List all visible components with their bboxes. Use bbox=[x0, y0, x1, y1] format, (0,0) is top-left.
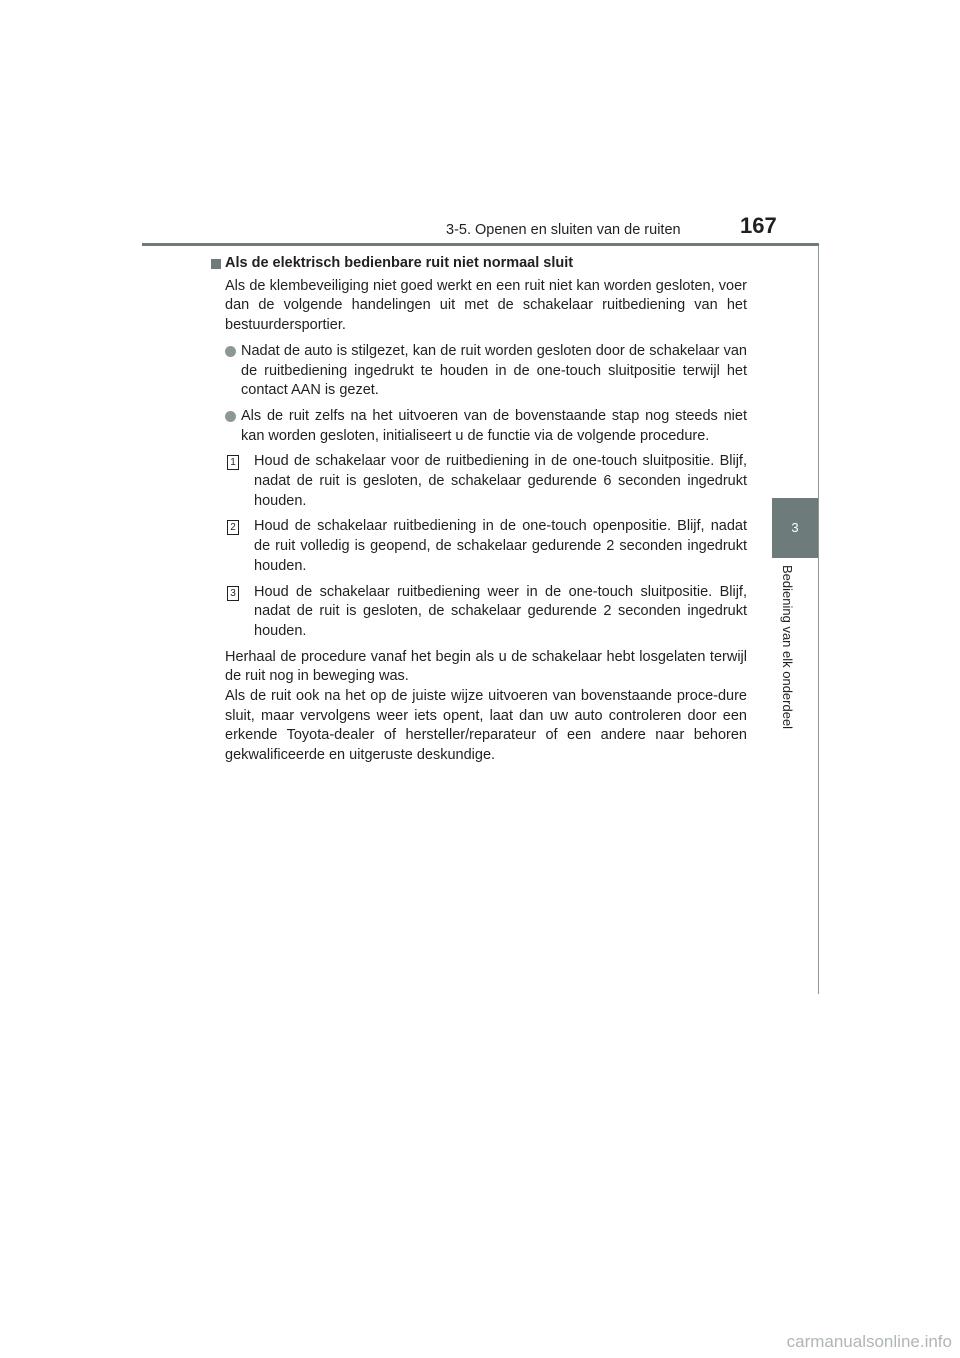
step-text: Houd de schakelaar ruitbediening in de one-touch openpositie. Blijf, nadat de ruit volledig is geopend, de schakelaar gedurende 2 seconden ingedrukt houden. bbox=[254, 518, 747, 574]
bullet-text: Nadat de auto is stilgezet, kan de ruit worden gesloten door de schakelaar van de ruitbediening ingedrukt te houden in de one-touch sluitpositie terwijl het contact AAN is gezet. bbox=[241, 342, 747, 399]
section-title: 3-5. Openen en sluiten van de ruiten bbox=[446, 222, 681, 238]
procedure-step bbox=[227, 517, 747, 576]
bullet-text: Als de ruit zelfs na het uitvoeren van de bovenstaande stap nog steeds niet kan worden gesloten, initialiseert u de functie via de volgende procedure. bbox=[241, 407, 747, 444]
procedure-step bbox=[227, 452, 747, 511]
square-bullet-icon bbox=[211, 259, 221, 269]
list-item bbox=[225, 342, 747, 401]
closing-note: Herhaal de procedure vanaf het begin als u de schakelaar hebt losgelaten terwijl de ruit nog in beweging was. bbox=[225, 648, 747, 685]
side-tab-divider bbox=[818, 246, 819, 994]
page-number: 167 bbox=[740, 213, 777, 238]
chapter-label: Bediening van elk onderdeel bbox=[780, 565, 795, 730]
header-divider bbox=[142, 243, 819, 246]
procedure-step bbox=[227, 583, 747, 642]
main-content bbox=[211, 254, 747, 766]
step-number-badge: 3 bbox=[227, 586, 239, 601]
watermark-text: carmanualsonline.info bbox=[786, 1332, 952, 1351]
section-heading bbox=[211, 254, 747, 274]
chapter-tab bbox=[772, 498, 818, 558]
step-number-badge: 2 bbox=[227, 520, 239, 535]
circle-bullet-icon bbox=[225, 411, 236, 422]
step-number-badge: 1 bbox=[227, 455, 239, 470]
step-text: Houd de schakelaar ruitbediening weer in de one-touch sluitpositie. Blijf, nadat de ruit is gesloten, de schakelaar gedurende 2 seconden ingedrukt houden. bbox=[254, 583, 747, 639]
section-heading-text: Als de elektrisch bedienbare ruit niet normaal sluit bbox=[225, 255, 574, 271]
circle-bullet-icon bbox=[225, 346, 236, 357]
closing-note-warning: Als de ruit ook na het op de juiste wijze uitvoeren van bovenstaande proce-dure sluit, maar vervolgens weer iets opent, laat dan uw auto controleren door een erkende Toyota-dealer of hersteller/reparateur of een andere naar behoren gekwalificeerde en uitgeruste deskundige. bbox=[225, 688, 747, 764]
chapter-number: 3 bbox=[791, 520, 799, 535]
list-item bbox=[225, 407, 747, 446]
step-text: Houd de schakelaar voor de ruitbediening in de one-touch sluitpositie. Blijf, nadat de ruit is gesloten, de schakelaar gedurende 6 seconden ingedrukt houden. bbox=[254, 453, 747, 509]
intro-paragraph: Als de klembeveiliging niet goed werkt en een ruit niet kan worden gesloten, voer dan de volgende handelingen uit met de schakelaar ruitbediening van het bestuurdersportier. bbox=[225, 277, 747, 334]
